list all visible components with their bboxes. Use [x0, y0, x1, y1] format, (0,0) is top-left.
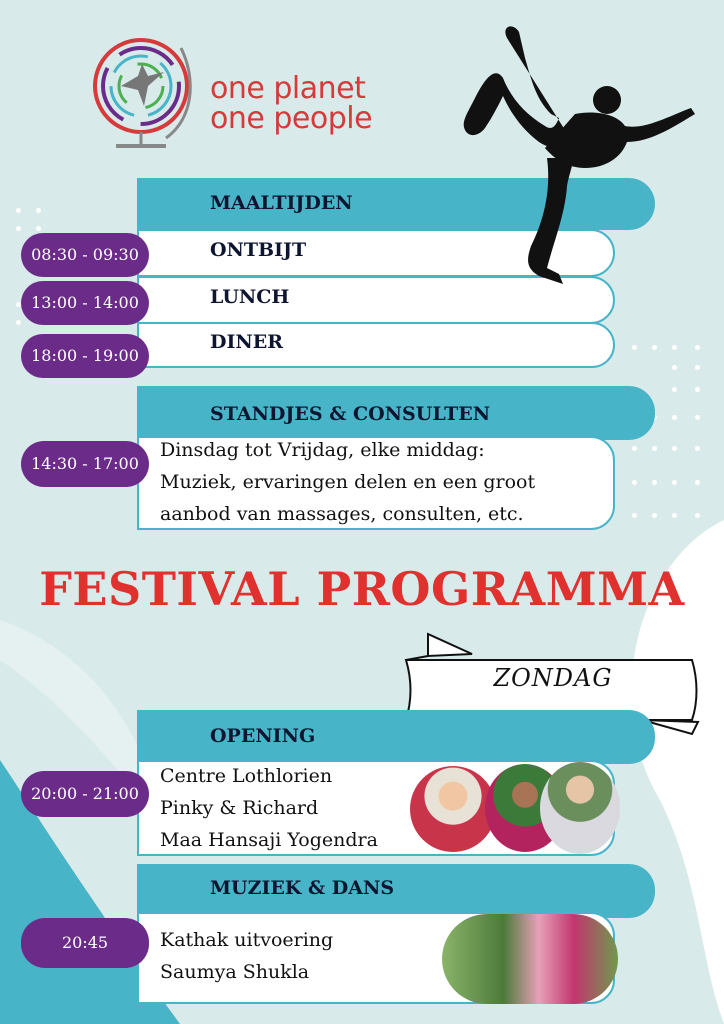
- globe-logo-icon: [86, 28, 206, 156]
- opening-line-2: Pinky & Richard: [160, 797, 319, 819]
- stands-line-2: Muziek, ervaringen delen en een groot: [160, 471, 536, 493]
- stands-header: STANDJES & CONSULTEN: [210, 403, 491, 425]
- page-title: FESTIVAL PROGRAMMA: [39, 562, 685, 616]
- music-header: MUZIEK & DANS: [210, 877, 395, 899]
- opening-line-3: Maa Hansaji Yogendra: [160, 829, 378, 851]
- dancer-photo: [442, 914, 618, 1004]
- meal-time-dinner: 18:00 - 19:00: [21, 334, 149, 378]
- music-line-1: Kathak uitvoering: [160, 929, 334, 951]
- music-line-2: Saumya Shukla: [160, 961, 310, 983]
- meal-label-dinner: DINER: [210, 331, 284, 353]
- brand-line-1: one planet: [210, 71, 366, 106]
- meals-header: MAALTIJDEN: [210, 192, 353, 214]
- music-performers: [160, 924, 333, 988]
- day-banner: ZONDAG: [493, 664, 613, 692]
- opening-performers: [160, 760, 378, 856]
- meal-time-lunch: 13:00 - 14:00: [21, 281, 149, 325]
- stands-time: 14:30 - 17:00: [21, 441, 149, 487]
- music-time: 20:45: [21, 918, 149, 968]
- stands-description: [160, 434, 535, 530]
- performer-photo-3: [540, 762, 620, 854]
- opening-time: 20:00 - 21:00: [21, 771, 149, 817]
- opening-line-1: Centre Lothlorien: [160, 765, 333, 787]
- brand-name: [210, 71, 373, 136]
- brand-line-2: one people: [210, 101, 373, 136]
- meal-time-breakfast: 08:30 - 09:30: [21, 233, 149, 277]
- performer-photo-1: [410, 766, 496, 852]
- meal-row-dinner: [137, 322, 615, 368]
- stands-line-1: Dinsdag tot Vrijdag, elke middag:: [160, 439, 485, 461]
- stands-line-3: aanbod van massages, consulten, etc.: [160, 503, 524, 525]
- meal-label-breakfast: ONTBIJT: [210, 239, 307, 261]
- opening-header: OPENING: [210, 725, 316, 747]
- yoga-silhouette-icon: [455, 18, 700, 293]
- meal-label-lunch: LUNCH: [210, 286, 290, 308]
